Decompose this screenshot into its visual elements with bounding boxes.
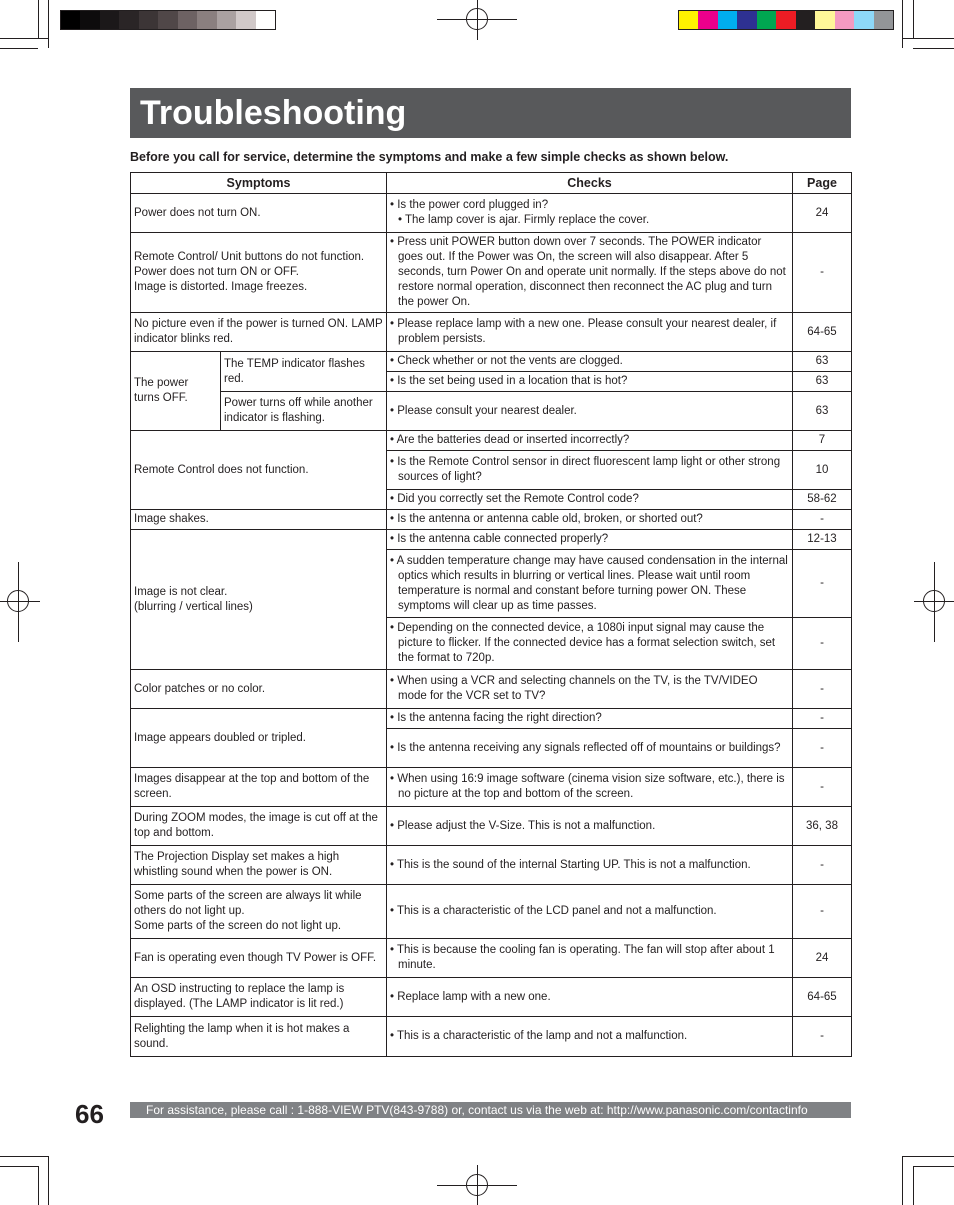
- color-swatch: [835, 11, 854, 29]
- table-row: [131, 885, 852, 939]
- intro-text: Before you call for service, determine the symptoms and make a few simple checks as shown below.: [130, 150, 729, 164]
- table-row: [131, 978, 852, 1017]
- page-cell: -: [793, 550, 852, 618]
- page-cell: 24: [793, 939, 852, 978]
- page-title: Troubleshooting: [140, 94, 407, 132]
- check-cell: • This is a characteristic of the LCD panel and not a malfunction.: [387, 885, 793, 939]
- symptom-cell: No picture even if the power is turned ON. LAMP indicator blinks red.: [131, 313, 387, 352]
- header-page: Page: [793, 173, 852, 194]
- page-cell: -: [793, 885, 852, 939]
- check-cell: • Is the power cord plugged in? • The lamp cover is ajar. Firmly replace the cover.: [387, 194, 793, 233]
- grayscale-swatch: [236, 11, 255, 29]
- table-body: [131, 194, 852, 1057]
- table-row: [131, 392, 852, 431]
- grayscale-swatch: [61, 11, 80, 29]
- check-cell: • Is the antenna facing the right direction?: [387, 709, 793, 729]
- grayscale-swatch: [158, 11, 177, 29]
- table-row: [131, 846, 852, 885]
- table-row: [131, 1017, 852, 1057]
- color-swatch: [796, 11, 815, 29]
- grayscale-swatch: [119, 11, 138, 29]
- page-cell: -: [793, 510, 852, 530]
- color-bar: [678, 10, 894, 30]
- check-cell: • Press unit POWER button down over 7 seconds. The POWER indicator goes out. If the Power was On, the screen will also disappear. After 5 seconds, turn Power On and operate unit normally. If the steps above do not restore normal operation, disconnect then reconnect the AC plug and turn the power On.: [387, 233, 793, 313]
- sub-symptom-cell: Power turns off while another indicator is flashing.: [221, 392, 387, 431]
- symptom-cell: Images disappear at the top and bottom of the screen.: [131, 768, 387, 807]
- page-cell: 24: [793, 194, 852, 233]
- page-cell: 63: [793, 352, 852, 372]
- header-checks: Checks: [387, 173, 793, 194]
- table-header-row: [131, 173, 852, 194]
- check-cell: • Are the batteries dead or inserted incorrectly?: [387, 431, 793, 451]
- color-swatch: [776, 11, 795, 29]
- table-row: [131, 939, 852, 978]
- color-swatch: [737, 11, 756, 29]
- check-cell: • This is the sound of the internal Starting UP. This is not a malfunction.: [387, 846, 793, 885]
- symptom-cell: Some parts of the screen are always lit while others do not light up. Some parts of the screen do not light up.: [131, 885, 387, 939]
- symptom-cell: The Projection Display set makes a high whistling sound when the power is ON.: [131, 846, 387, 885]
- symptom-cell: Image appears doubled or tripled.: [131, 709, 387, 768]
- color-swatch: [679, 11, 698, 29]
- table-row: [131, 807, 852, 846]
- page-cell: -: [793, 233, 852, 313]
- color-swatch: [757, 11, 776, 29]
- check-cell: • Did you correctly set the Remote Control code?: [387, 490, 793, 510]
- check-cell: • Replace lamp with a new one.: [387, 978, 793, 1017]
- check-cell: • Is the Remote Control sensor in direct fluorescent lamp light or other strong sources of light?: [387, 451, 793, 490]
- check-cell: • Is the antenna or antenna cable old, broken, or shorted out?: [387, 510, 793, 530]
- page-cell: -: [793, 1017, 852, 1057]
- page-cell: 63: [793, 392, 852, 431]
- check-cell: • Depending on the connected device, a 1080i input signal may cause the picture to flicker. If the connected device has a format selection switch, set the format to 720p.: [387, 618, 793, 670]
- table-row: [131, 352, 852, 372]
- footer-text: For assistance, please call : 1-888-VIEW PTV(843-9788) or, contact us via the web at: http://www.panasonic.com/contactinfo: [146, 1103, 808, 1117]
- page-cell: 64-65: [793, 978, 852, 1017]
- check-cell: • When using a VCR and selecting channels on the TV, is the TV/VIDEO mode for the VCR set to TV?: [387, 670, 793, 709]
- table-row: [131, 768, 852, 807]
- symptom-cell: Fan is operating even though TV Power is OFF.: [131, 939, 387, 978]
- check-cell: • Check whether or not the vents are clogged.: [387, 352, 793, 372]
- table-row: [131, 709, 852, 729]
- symptom-cell: Image is not clear. (blurring / vertical lines): [131, 530, 387, 670]
- symptom-cell: Power does not turn ON.: [131, 194, 387, 233]
- page-cell: 63: [793, 372, 852, 392]
- grayscale-swatch: [80, 11, 99, 29]
- grayscale-swatch: [139, 11, 158, 29]
- page-cell: 58-62: [793, 490, 852, 510]
- check-cell: • Is the antenna cable connected properly?: [387, 530, 793, 550]
- sub-symptom-cell: The TEMP indicator flashes red.: [221, 352, 387, 392]
- symptom-cell: Color patches or no color.: [131, 670, 387, 709]
- color-swatch: [854, 11, 873, 29]
- color-swatch: [815, 11, 834, 29]
- check-cell: • Is the set being used in a location that is hot?: [387, 372, 793, 392]
- page-cell: -: [793, 729, 852, 768]
- table-row: [131, 431, 852, 451]
- symptom-cell: Image shakes.: [131, 510, 387, 530]
- check-cell: • Please consult your nearest dealer.: [387, 392, 793, 431]
- grayscale-swatch: [217, 11, 236, 29]
- table-row: [131, 510, 852, 530]
- check-cell: • This is a characteristic of the lamp and not a malfunction.: [387, 1017, 793, 1057]
- symptom-cell: An OSD instructing to replace the lamp is displayed. (The LAMP indicator is lit red.): [131, 978, 387, 1017]
- page-number: 66: [75, 1099, 104, 1129]
- troubleshooting-table: [130, 172, 852, 1057]
- check-cell: • Is the antenna receiving any signals reflected off of mountains or buildings?: [387, 729, 793, 768]
- header-symptoms: Symptoms: [131, 173, 387, 194]
- grayscale-swatch: [178, 11, 197, 29]
- page-cell: 7: [793, 431, 852, 451]
- table-row: [131, 530, 852, 550]
- page-cell: 36, 38: [793, 807, 852, 846]
- page-cell: 64-65: [793, 313, 852, 352]
- table-row: [131, 194, 852, 233]
- page-cell: 10: [793, 451, 852, 490]
- grayscale-swatch: [256, 11, 275, 29]
- page-cell: -: [793, 846, 852, 885]
- table-row: [131, 233, 852, 313]
- table-row: [131, 670, 852, 709]
- page-cell: -: [793, 670, 852, 709]
- table-row: [131, 313, 852, 352]
- page-cell: -: [793, 618, 852, 670]
- check-cell: • A sudden temperature change may have caused condensation in the internal optics which results in blurring or vertical lines. Please wait until room temperature is normal and constant before turning power ON. These symptoms will clear up as time passes.: [387, 550, 793, 618]
- page-cell: -: [793, 768, 852, 807]
- color-swatch: [698, 11, 717, 29]
- symptom-cell: Remote Control does not function.: [131, 431, 387, 510]
- grayscale-swatch: [197, 11, 216, 29]
- page-cell: -: [793, 709, 852, 729]
- check-cell: • Please adjust the V-Size. This is not a malfunction.: [387, 807, 793, 846]
- symptom-cell: The power turns OFF.: [131, 352, 221, 431]
- symptom-cell: Remote Control/ Unit buttons do not function. Power does not turn ON or OFF. Image is distorted. Image freezes.: [131, 233, 387, 313]
- color-swatch: [718, 11, 737, 29]
- grayscale-bar: [60, 10, 276, 30]
- color-swatch: [874, 11, 893, 29]
- check-cell: • When using 16:9 image software (cinema vision size software, etc.), there is no picture at the top and bottom of the screen.: [387, 768, 793, 807]
- check-cell: • This is because the cooling fan is operating. The fan will stop after about 1 minute.: [387, 939, 793, 978]
- symptom-cell: Relighting the lamp when it is hot makes a sound.: [131, 1017, 387, 1057]
- page-cell: 12-13: [793, 530, 852, 550]
- symptom-cell: During ZOOM modes, the image is cut off at the top and bottom.: [131, 807, 387, 846]
- check-cell: • Please replace lamp with a new one. Please consult your nearest dealer, if problem persists.: [387, 313, 793, 352]
- grayscale-swatch: [100, 11, 119, 29]
